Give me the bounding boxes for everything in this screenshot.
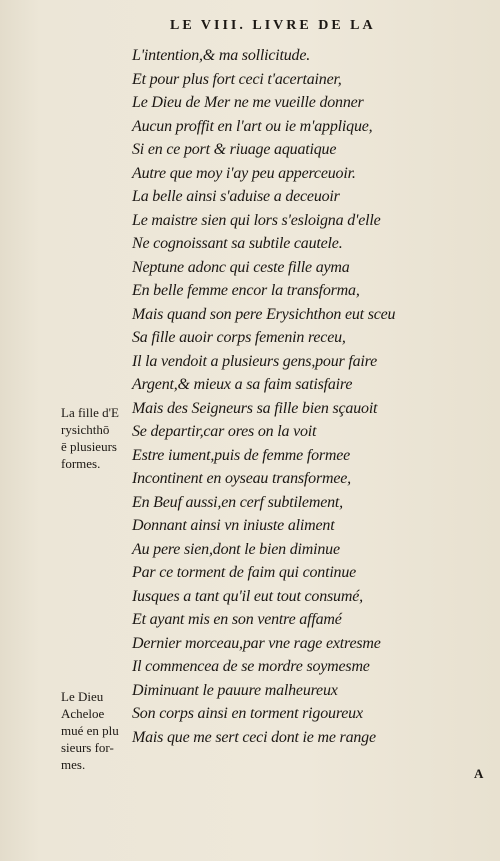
verse-line: Dernier morceau,par vne rage extresme [132, 634, 381, 652]
verse-line: Autre que moy i'ay peu apperceuoir. [132, 164, 356, 182]
verse-line: Ne cognoissant sa subtile cautele. [132, 235, 343, 252]
signature-mark: A [474, 766, 484, 781]
verse-line: Le maistre sien qui lors s'esloigna d'elle [132, 211, 381, 229]
verse-line: Il la vendoit a plusieurs gens,pour faire [132, 352, 377, 370]
verse-line: Et ayant mis en son ventre affamé [132, 611, 342, 628]
verse-line: Sa fille auoir corps femenin receu, [132, 329, 346, 346]
verse-line: Aucun proffit en l'art ou ie m'applique, [132, 117, 373, 135]
verse-line: Le Dieu de Mer ne me vueille donner [132, 94, 364, 111]
verse-line: Il commencea de se mordre soymesme [132, 658, 370, 675]
verse-line: Mais des Seigneurs sa fille bien sçauoit [132, 399, 378, 417]
verse-text [132, 44, 462, 749]
verse-line: L'intention,& ma sollicitude. [132, 47, 311, 64]
verse-line: Si en ce port & riuage aquatique [132, 141, 337, 158]
verse-line: Estre iument,puis de femme formee [132, 446, 351, 464]
verse-line: Par ce torment de faim qui continue [132, 564, 357, 581]
verse-line: Incontinent en oyseau transformee, [132, 470, 351, 487]
verse-line: Donnant ainsi vn iniuste aliment [132, 517, 335, 534]
verse-line: Iusques a tant qu'il eut tout consumé, [132, 587, 363, 605]
verse-line: Argent,& mieux a sa faim satisfaire [132, 376, 353, 393]
verse-line: Neptune adonc qui ceste fille ayma [132, 258, 350, 276]
verse-line: Et pour plus fort ceci t'acertainer, [132, 70, 342, 88]
verse-line: Son corps ainsi en torment rigoureux [132, 705, 363, 722]
running-header [170, 14, 490, 34]
verse-line: En Beuf aussi,en cerf subtilement, [132, 493, 343, 511]
verse-line: Se departir,car ores on la voit [132, 423, 317, 440]
verse-line: Mais que me sert ceci dont ie me range [132, 728, 376, 746]
margin-note-erysichthon: La fille d'E rysichthō ē plusieurs formes. [61, 405, 119, 471]
running-title: LE VIII. LIVRE DE LA [170, 18, 376, 33]
verse-line: La belle ainsi s'aduise a deceuoir [132, 188, 340, 205]
verse-line: Mais quand son pere Erysichthon eut sceu [132, 305, 396, 323]
verse-line: Diminuant le pauure malheureux [132, 681, 338, 699]
verse-line: Au pere sien,dont le bien diminue [132, 540, 340, 558]
verse-line: En belle femme encor la transforma, [132, 282, 360, 299]
margin-note-acheloe: Le Dieu Acheloe mué en plu sieurs for- mes. [61, 689, 119, 772]
